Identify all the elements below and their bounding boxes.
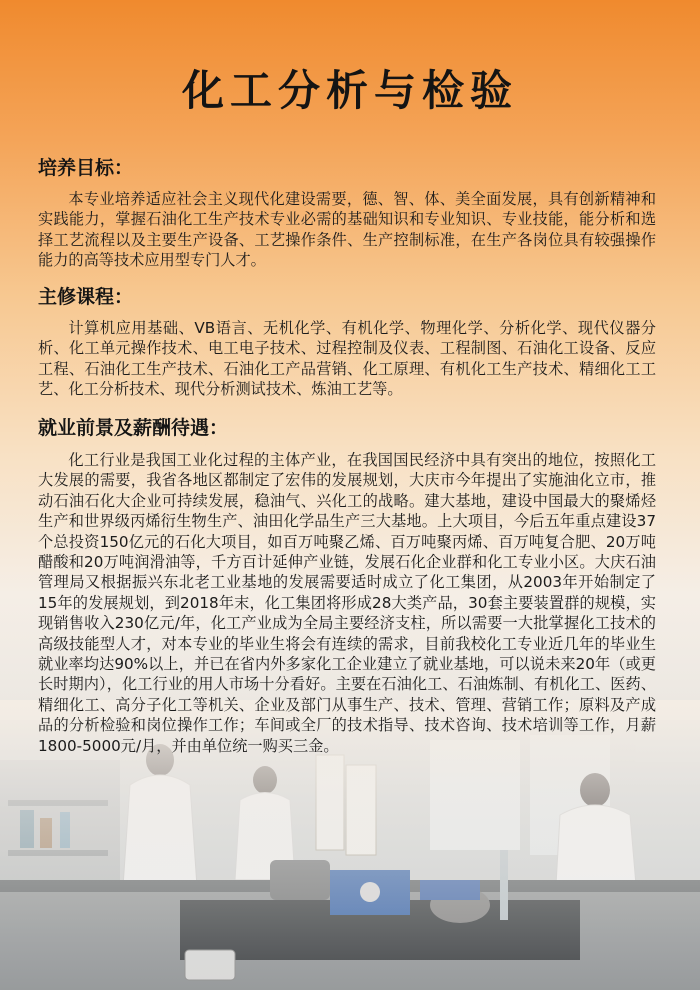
section-text-goals: 本专业培养适应社会主义现代化建设需要，德、智、体、美全面发展，具有创新精神和实践能力，掌握石油化工生产技术专业必需的基础知识和专业知识、专业技能，能分析和选择工艺流程以及主要生产设备、工艺操作条件、生产控制标准，在生产各岗位具有较强操作能力的高等技术应用型专门人才。 xyxy=(38,190,656,270)
section-text-courses: 计算机应用基础、VB语言、无机化学、有机化学、物理化学、分析化学、现代仪器分析、化工单元操作技术、电工电子技术、过程控制及仪表、工程制图、石油化工设备、反应工程、石油化工生产技术、石油化工产品营销、化工原理、有机化工生产技术、精细化工工艺、化工分析技术、现代分析测试技术、炼油工艺等。 xyxy=(38,319,656,399)
page-title: 化工分析与检验 xyxy=(181,66,518,115)
section-heading-courses: 主修课程： xyxy=(38,286,134,308)
section-text-employment: 化工行业是我国工业化过程的主体产业，在我国国民经济中具有突出的地位，按照化工大发展的需要，我省各地区都制定了宏伟的发展规划，大庆市今年提出了实施油化立市，推动石油石化大企业可持续发展，稳油气、兴化工的战略。建大基地，建设中国最大的聚烯烃生产和世界级丙烯衍生物生产、油田化学品生产三大基地。上大项目，今后五年重点建设37个总投资150亿元的石化大项目，如百万吨聚乙烯、百万吨聚丙烯、百万吨复合肥、20万吨醋酸和20万吨润滑油等，千方百计延伸产业链，发展石化企业群和化工专业小区。大庆石油管理局又根据振兴东北老工业基地的发展需要适时成立了化工集团，从2003年开始制定了15年的发展规划，到2018年末，化工集团将形成28大类产品，30套主要装置群的规模，实现销售收入230亿元/年，化工产业成为全局主要经济支柱，所以需要一大批掌握化工技术的高级技能型人才，对本专业的毕业生将会有连续的需求，目前我校化工专业近几年的毕业生就业率均达90%以上，并已在省内外多家化工企业建立了就业基地，可以说未来20年（或更长时期内），化工行业的用人市场十分看好。主要在石油化工、石油炼制、有机化工、医药、精细化工、高分子化工等机关、企业及部门从事生产、技术、管理、营销工作；原料及产成品的分析检验和岗位操作工作；车间或全厂的技术指导、技术咨询、技术培训等工作，月薪1800-5000元/月，并由单位统一购买三金。 xyxy=(38,451,656,755)
section-heading-goals: 培养目标： xyxy=(38,157,134,179)
section-heading-employment: 就业前景及薪酬待遇： xyxy=(38,417,229,439)
